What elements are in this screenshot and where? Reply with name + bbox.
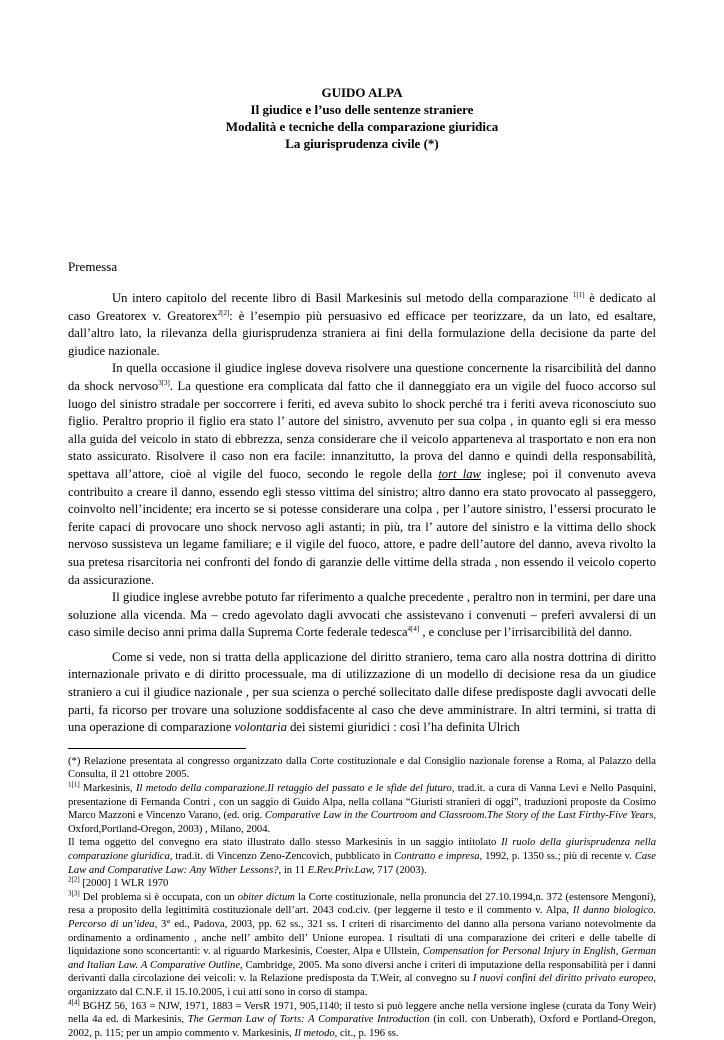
footnote-1-continued: [68, 836, 656, 877]
body-text: [68, 290, 656, 737]
text-run: la Corte costituzionale, nella pronuncia del 27.10.1994,n. 372 (estensore Mengoni), resa a proposito della legittimità costituzionale dell’art. 2043 cod.civ. (per leggerne il testo e il commento v. Alpa,: [68, 891, 657, 917]
text-run: dei sistemi giuridici : così l’ha definita Ulrich: [286, 720, 520, 735]
footnote-ref-2[interactable]: 2[2]: [217, 308, 230, 317]
text-run: BGHZ 56, 163 = NJW, 1971, 1883 = VersR 1971, 905,1140; il testo si può leggere anche nella versione inglese (curata da Tony Weir) nella 4a ed. di Markesinis,: [68, 1000, 656, 1026]
paragraph-4: [68, 649, 656, 737]
text-run: Del problema si è occupata, con un: [79, 891, 238, 903]
text-run: 717 (2003).: [374, 864, 427, 876]
text-run: trad.it. a cura di Vanna Levi e Nello Pasquini, presentazione di Fernanda Contri , con un saggio di Guido Alpa, nella collana “Giuristi stranieri di oggi”, traduzioni proposte da Cosimo Marco Mazzoni e Vincenzo Varano, (ed. orig.: [68, 783, 656, 822]
footnote-mark: 1[1]: [68, 780, 80, 789]
text-run: . La questione era complicata dal fatto che il danneggiato era un vigile del fuoco accorso sul luogo del sinistro stradale per soccorrere i feriti, ed aveva subito lo shock perché tra i feriti aveva riconosciuto suo figlio. Peraltro proprio il figlio era stato l’ autore del sinistro, avvenuto per sua colpa , in quanto egli si era messo alla guida del veicolo in stato di ebbrezza, senza considerare che il veicolo apparteneva al trasportato e non era non stato assicurato. Risolvere il caso non era facile: innanzitutto, la prova del danno e quindi della responsabilità, spettava all’attore, cioè al vigile del fuoco, secondo le regole della: [68, 378, 656, 481]
footnote-3: [68, 891, 656, 1000]
footnote-separator: [68, 748, 246, 749]
citation-title: obiter dictum: [237, 891, 295, 903]
title-line-1: Il giudice e l’uso delle sentenze straniere: [250, 102, 474, 117]
document-heading: [68, 84, 656, 152]
text-run: Cambridge, 2005. Ma sono diversi anche i criteri di imputazione della responsabilità per i danni derivanti dalla circolazione dei veicoli: v. la Relazione predisposta da T.Weir, al convegno su: [68, 959, 656, 985]
citation-title: Il metodo,: [294, 1027, 338, 1039]
footnote-mark: 4[4]: [68, 998, 80, 1006]
text-run: Oxford,Portland-Oregon, 2003) , Milano, 2004.: [68, 823, 271, 835]
citation-title: Case Law and Comparative Law: Any Wither Lessons?: [68, 851, 656, 876]
citation-title: I nuovi confini del diritto privato europeo,: [472, 973, 656, 985]
citation-title: Il metodo della comparazione.Il retaggio del passato e le sfide del futuro,: [135, 783, 455, 795]
text-run: 1992, p. 1350 ss.; più di recente v.: [482, 851, 635, 862]
text-run: inglese; poi il convenuto aveva contribuito a creare il danno, essendo egli stesso vittima del sinistro; altro danno era stato provocato al passeggero, coinvolto nell’incidente; era incerto se si potesse considerare una colpa , per l’autore sinistro, l’essersi procurato le ferite capaci di provocare uno shock nervoso agli astanti; in più, tra l’ autore del sinistro e la vittima dello shock nervoso sussisteva un legame familiare; e il vigile del fuoco, attore, e padre dell’autore del danno, aveva rivolto la sua pretesa risarcitoria nei confronti del fondo di garanzie delle vittime della strada , non essendo il veicolo coperto da assicurazione.: [68, 466, 656, 587]
text-run: , e concluse per l’irrisarcibilità del danno.: [419, 625, 633, 640]
text-run: : è l’esempio più persuasivo ed efficace per teorizzare, da un lato, ed esaltare, dall’altro lato, la rilevanza della giurisprudenza straniera ai fini della formulazione della decisione da parte del giudice nazionale.: [68, 308, 656, 358]
tort-law-term: tort law: [438, 466, 481, 481]
text-run: Come si vede, non si tratta della applicazione del diritto straniero, tema caro alla nostra dottrina di diritto internazionale privato e di diritto processuale, ma di utilizzazione di un modello di decisione resa da un giudice straniero a cui il giudice nazionale , per sua scienza o perché sollecitato dalle difese predisposte dagli avvocati delle parti, fa ricorso per trovare una soluzione soddisfacente al caso che deve amministrare. In altri termini, si tratta di una operazione di comparazione: [68, 649, 656, 735]
text-run: Un intero capitolo del recente libro di Basil Markesinis sul metodo della comparazione: [112, 291, 573, 305]
footnote-star: (*) Relazione presentata al congresso organizzato dalla Corte costituzionale e dal Consiglio nazionale forense a Roma, al Palazzo della Consulta, il 21 ottobre 2005.: [68, 755, 656, 781]
paragraph-3: [68, 589, 656, 642]
text-run: organizzato dal C.N.F. il 15.10.2005, i cui atti sono in corso di stampa.: [68, 986, 368, 998]
text-run: 3° ed., Padova, 2003, pp. 62 ss., 321 ss. I criteri di risarcimento del danno alla persona variano notevolmente da ordinamento a ordinamento , anche nell’ ambito dell’ Unione europea. I risultati di una comparazione dei criteri e delle tabelle di liquidazione sono sconcertanti: v. al riguardo Markesinis, Coester, Alpa e Ullstein,: [68, 918, 656, 958]
citation-title: The German Law of Torts: A Comparative Introduction: [187, 1014, 430, 1026]
document-page: [68, 84, 656, 1040]
footnote-4: [68, 1000, 656, 1040]
text-run: Markesinis,: [79, 783, 136, 795]
text-run: Il tema oggetto del convegno era stato illustrato dallo stesso Markesinis in un saggio intitolato: [68, 837, 502, 849]
footnote-ref-1[interactable]: 1[1]: [572, 290, 585, 299]
footnote-ref-3[interactable]: 3[3]: [158, 378, 170, 387]
footnote-mark: 3[3]: [68, 889, 80, 898]
text-run: cit., p. 196 ss.: [337, 1027, 399, 1039]
text-run: Il giudice inglese avrebbe potuto far riferimento a qualche precedente , peraltro non in termini, per dare una soluzione alla vicenda. Ma – credo agevolato dagli avvocati che assistevano i convenuti – preferì avvalersi di un caso simile deciso anni prima dalla Suprema Corte federale tedesca: [68, 590, 656, 640]
footnotes: [68, 755, 656, 1040]
text-run: In quella occasione il giudice inglese doveva risolvere una questione concernente la risarcibilità del danno da shock nervoso: [68, 361, 656, 393]
citation-title: E.Rev.Priv.Law,: [307, 864, 375, 876]
citation-title: Compensation for Personal Injury in English, German and Italian Law. A Comparative Outline,: [68, 946, 656, 971]
author-name: GUIDO ALPA: [321, 85, 403, 100]
text-run: [2000] 1 WLR 1970: [79, 878, 169, 890]
text-run: , in 11: [278, 864, 308, 876]
paragraph-2: [68, 360, 656, 589]
footnote-2: [68, 877, 656, 891]
paragraph-1: [68, 290, 656, 360]
section-title: Premessa: [68, 259, 118, 274]
text-run: è dedicato al caso Greatorex v. Greatorex: [68, 291, 656, 323]
title-line-3: La giurisprudenza civile (*): [285, 136, 439, 151]
footnote-mark: 2[2]: [68, 875, 80, 884]
citation-title: Il ruolo della giurisprudenza nella comparazione giuridica,: [68, 837, 656, 862]
footnote-ref-4[interactable]: 4[4]: [407, 625, 420, 634]
citation-title: Comparative Law in the Courtroom and Classroom.The Story of the Last Firthy-Five Years,: [264, 810, 657, 822]
citation-title: Contratto e impresa,: [394, 851, 483, 862]
citation-title: Il danno biologico. Percorso di un’idea,: [68, 905, 656, 930]
volontaria-term: volontaria: [234, 720, 287, 735]
title-line-2: Modalità e tecniche della comparazione giuridica: [225, 119, 499, 134]
footnote-1: [68, 782, 656, 836]
text-run: trad.it. di Vincenzo Zeno-Zencovich, pubblicato in: [172, 851, 395, 862]
text-run: (in coll. con Unberath), Oxford e Portland-Oregon, 2002, p. 115; per un ampio commento v. Markesinis,: [68, 1014, 656, 1039]
